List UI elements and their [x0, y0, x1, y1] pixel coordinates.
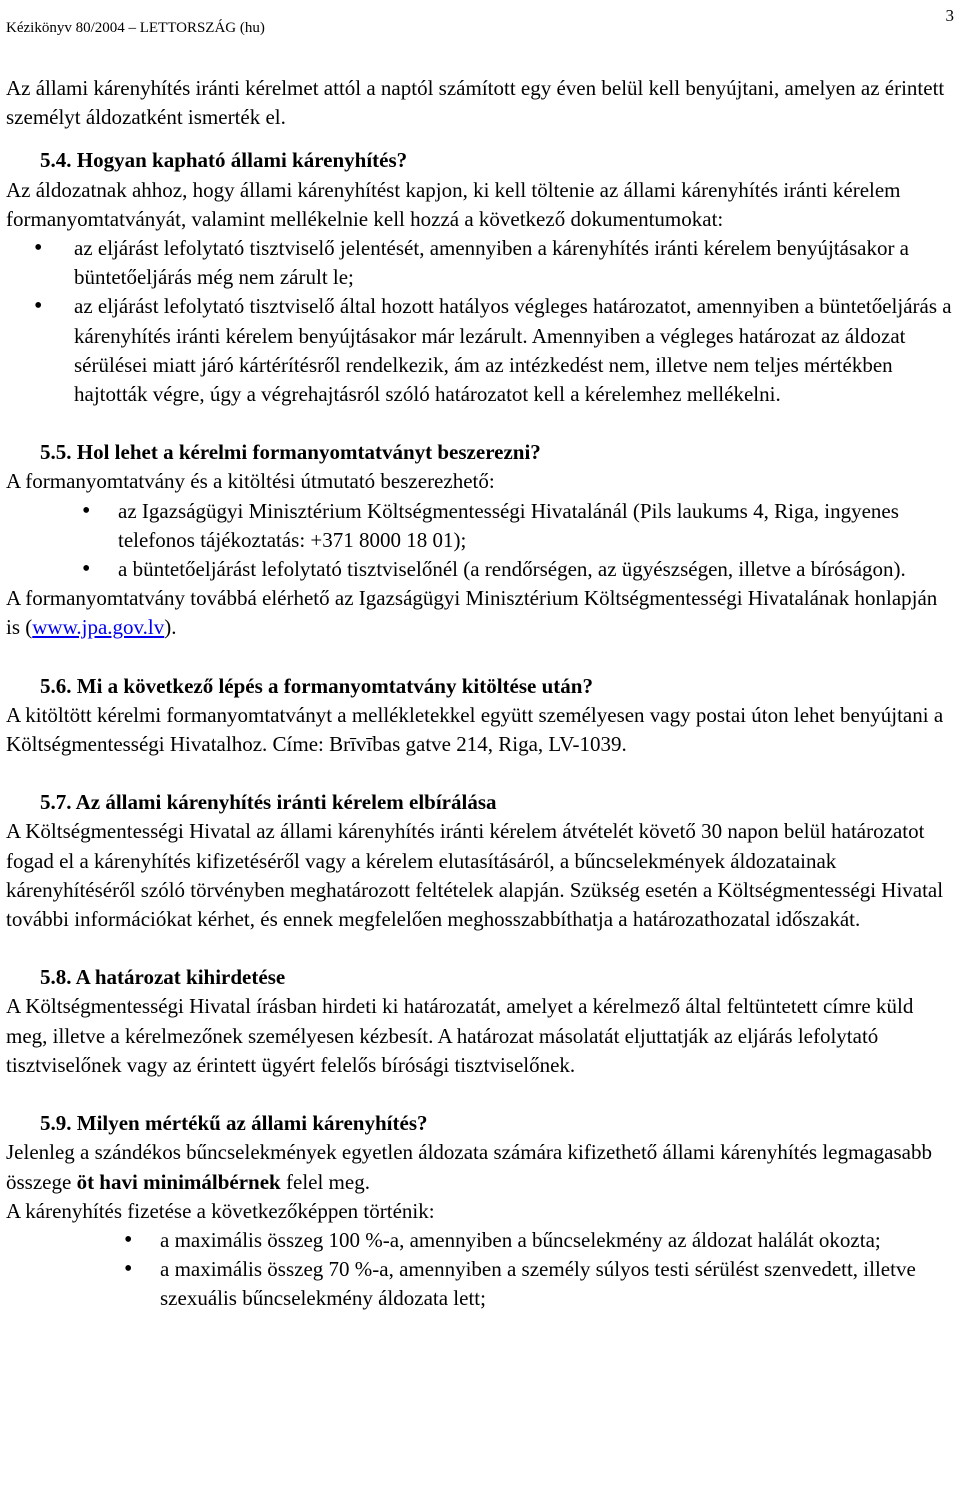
section-5-6-heading: 5.6. Mi a következő lépés a formanyomtatvány kitöltése után?	[40, 673, 593, 698]
section-5-9-paragraph	[6, 1138, 956, 1196]
list-item: • a maximális összeg 70 %-a, amennyiben a személy súlyos testi sérülést szenvedett, illetve szexuális bűncselekmény áldozata lett;	[6, 1255, 956, 1313]
website-text-after: ).	[164, 615, 177, 640]
document-body	[6, 74, 956, 1314]
website-text-before: A formanyomtatvány továbbá elérhető az Igazságügyi Minisztérium Költségmentességi Hivatalának honlapján is (	[6, 586, 938, 640]
page-number: 3	[945, 6, 954, 25]
section-5-9-paragraph-2: A kárenyhítés fizetése a következőképpen történik:	[6, 1198, 435, 1223]
section-5-8-paragraph: A Költségmentességi Hivatal írásban hirdeti ki határozatát, amelyet a kérelmező által feltüntetett címre küld meg, illetve a kérelmezőnek személyesen kézbesít. A határozat másolatát eljuttatják az eljárás lefolytató tisztviselőnek vagy az érintett ügyért felelős bírósági tisztviselőnek.	[6, 994, 914, 1077]
section-5-9-list	[6, 1226, 956, 1314]
section-5-9-heading: 5.9. Milyen mértékű az állami kárenyhítés?	[40, 1111, 428, 1136]
section-5-5-paragraph: A formanyomtatvány és a kitöltési útmutató beszerezhető:	[6, 469, 495, 494]
section-5-5-list	[6, 497, 956, 585]
section-5-7-paragraph: A Költségmentességi Hivatal az állami kárenyhítés iránti kérelem átvételét követő 30 napon belül határozatot fogad el a kárenyhítés kifizetéséről vagy a kérelem elutasításáról, a bűncselekmények áldozatainak kárenyhítéséről szóló törvényben meghatározott feltételek alapján. Szükség esetén a Költségmentességi Hivatal további információkat kérhet, és ennek megfelelően meghosszabbíthatja a határozathozatal időszakát.	[6, 819, 944, 932]
list-item: • az eljárást lefolytató tisztviselő jelentését, amennyiben a kárenyhítés iránti kérelem benyújtásakor a büntetőeljárás még nem zárult le;	[6, 234, 956, 292]
section-5-4-heading: 5.4. Hogyan kapható állami kárenyhítés?	[40, 148, 408, 173]
page-header	[6, 6, 954, 40]
section-5-7-heading: 5.7. Az állami kárenyhítés iránti kérelem elbírálása	[40, 790, 497, 815]
list-item: • a büntetőeljárást lefolytató tisztviselőnél (a rendőrségen, az ügyészségen, illetve a bíróságon).	[6, 555, 956, 584]
website-link[interactable]: www.jpa.gov.lv	[32, 615, 165, 640]
amount-bold: öt havi minimálbérnek	[76, 1169, 281, 1194]
document-title: Kézikönyv 80/2004 – LETTORSZÁG (hu)	[6, 20, 265, 36]
list-item: • az Igazságügyi Minisztérium Költségmentességi Hivatalánál (Pils laukums 4, Riga, ingyenes telefonos tájékoztatás: +371 8000 18 01);	[6, 497, 956, 555]
section-5-5-heading: 5.5. Hol lehet a kérelmi formanyomtatványt beszerezni?	[40, 440, 541, 465]
section-5-6-paragraph: A kitöltött kérelmi formanyomtatványt a mellékletekkel együtt személyesen vagy postai úton lehet benyújtani a Költségmentességi Hivatalhoz. Címe: Brīvības gatve 214, Riga, LV-1039.	[6, 702, 944, 757]
section-5-4-paragraph: Az áldozatnak ahhoz, hogy állami kárenyhítést kapjon, ki kell töltenie az állami kárenyhítés iránti kérelem formanyomtatványát, valamint mellékelnie kell hozzá a következő dokumentumokat:	[6, 177, 901, 231]
list-item: • a maximális összeg 100 %-a, amennyiben a bűncselekmény az áldozat halálát okozta;	[6, 1226, 956, 1255]
amount-text-after: felel meg.	[280, 1169, 370, 1194]
section-5-8-heading: 5.8. A határozat kihirdetése	[40, 965, 286, 990]
section-5-5-website-paragraph	[6, 584, 956, 642]
amount-text-before: Jelenleg a szándékos bűncselekmények egyetlen áldozata számára kifizethető állami kárenyhítés legmagasabb összege	[6, 1140, 932, 1194]
intro-paragraph: Az állami kárenyhítés iránti kérelmet attól a naptól számított egy éven belül kell benyújtani, amelyen az érintett személyt áldozatként ismerték el.	[6, 76, 945, 130]
section-5-4-list	[6, 234, 956, 409]
list-item: • az eljárást lefolytató tisztviselő által hozott hatályos végleges határozatot, amennyiben a büntetőeljárás a kárenyhítés iránti kérelem benyújtásakor már lezárult. Amennyiben a végleges határozat az áldozat sérülései miatt járó kártérítésről rendelkezik, ám az intézkedést nem, illetve nem teljes mértékben hajtották végre, úgy a végrehajtásról szóló határozatot kell a kérelemhez mellékelni.	[6, 292, 956, 409]
